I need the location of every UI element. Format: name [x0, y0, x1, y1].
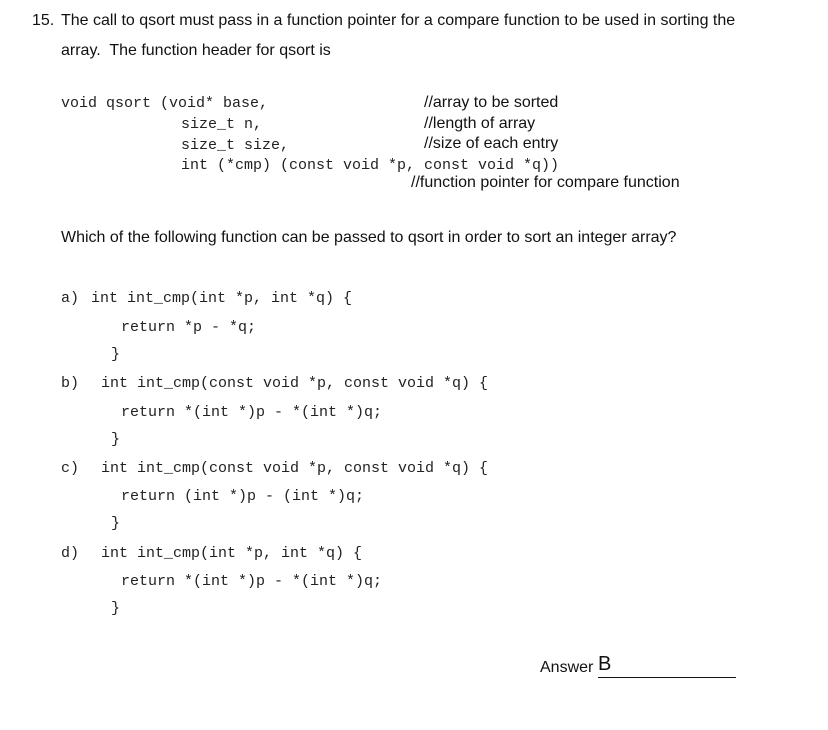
question-text-line2: array. The function header for qsort is — [61, 42, 331, 59]
option-label: c) — [61, 460, 80, 477]
code-line-2: size_t n, — [181, 116, 263, 133]
code-comment-3: //size of each entry — [424, 135, 559, 152]
option-body: return *(int *)p - *(int *)q; — [121, 404, 383, 421]
option-label: a) — [61, 290, 80, 307]
code-comment-2: //length of array — [424, 115, 536, 132]
code-comment-1: //array to be sorted — [424, 94, 559, 111]
option-close-brace: } — [111, 431, 121, 448]
option-label: d) — [61, 545, 80, 562]
code-line-1: void qsort (void* base, — [61, 95, 269, 112]
option-signature: int int_cmp(const void *p, const void *q) { — [101, 460, 489, 477]
option-body: return *(int *)p - *(int *)q; — [121, 573, 383, 590]
option-close-brace: } — [111, 515, 121, 532]
code-line-3: size_t size, — [181, 137, 290, 154]
option-label: b) — [61, 375, 80, 392]
option-signature: int int_cmp(int *p, int *q) { — [91, 290, 353, 307]
option-close-brace: } — [111, 346, 121, 363]
answer-value[interactable]: B — [598, 653, 612, 675]
prompt-text: Which of the following function can be passed to qsort in order to sort an integer array? — [61, 229, 677, 246]
question-text-line1: The call to qsort must pass in a function pointer for a compare function to be used in sorting the — [61, 12, 736, 29]
option-signature: int int_cmp(int *p, int *q) { — [101, 545, 363, 562]
question-number: 15. — [32, 12, 55, 29]
answer-label: Answer — [540, 659, 594, 676]
code-comment-4: //function pointer for compare function — [411, 174, 680, 191]
code-line-4: int (*cmp) (const void *p, const void *q)) — [181, 157, 560, 174]
option-signature: int int_cmp(const void *p, const void *q) { — [101, 375, 489, 392]
option-body: return (int *)p - (int *)q; — [121, 488, 365, 505]
option-close-brace: } — [111, 600, 121, 617]
answer-underline — [598, 677, 736, 678]
option-body: return *p - *q; — [121, 319, 257, 336]
